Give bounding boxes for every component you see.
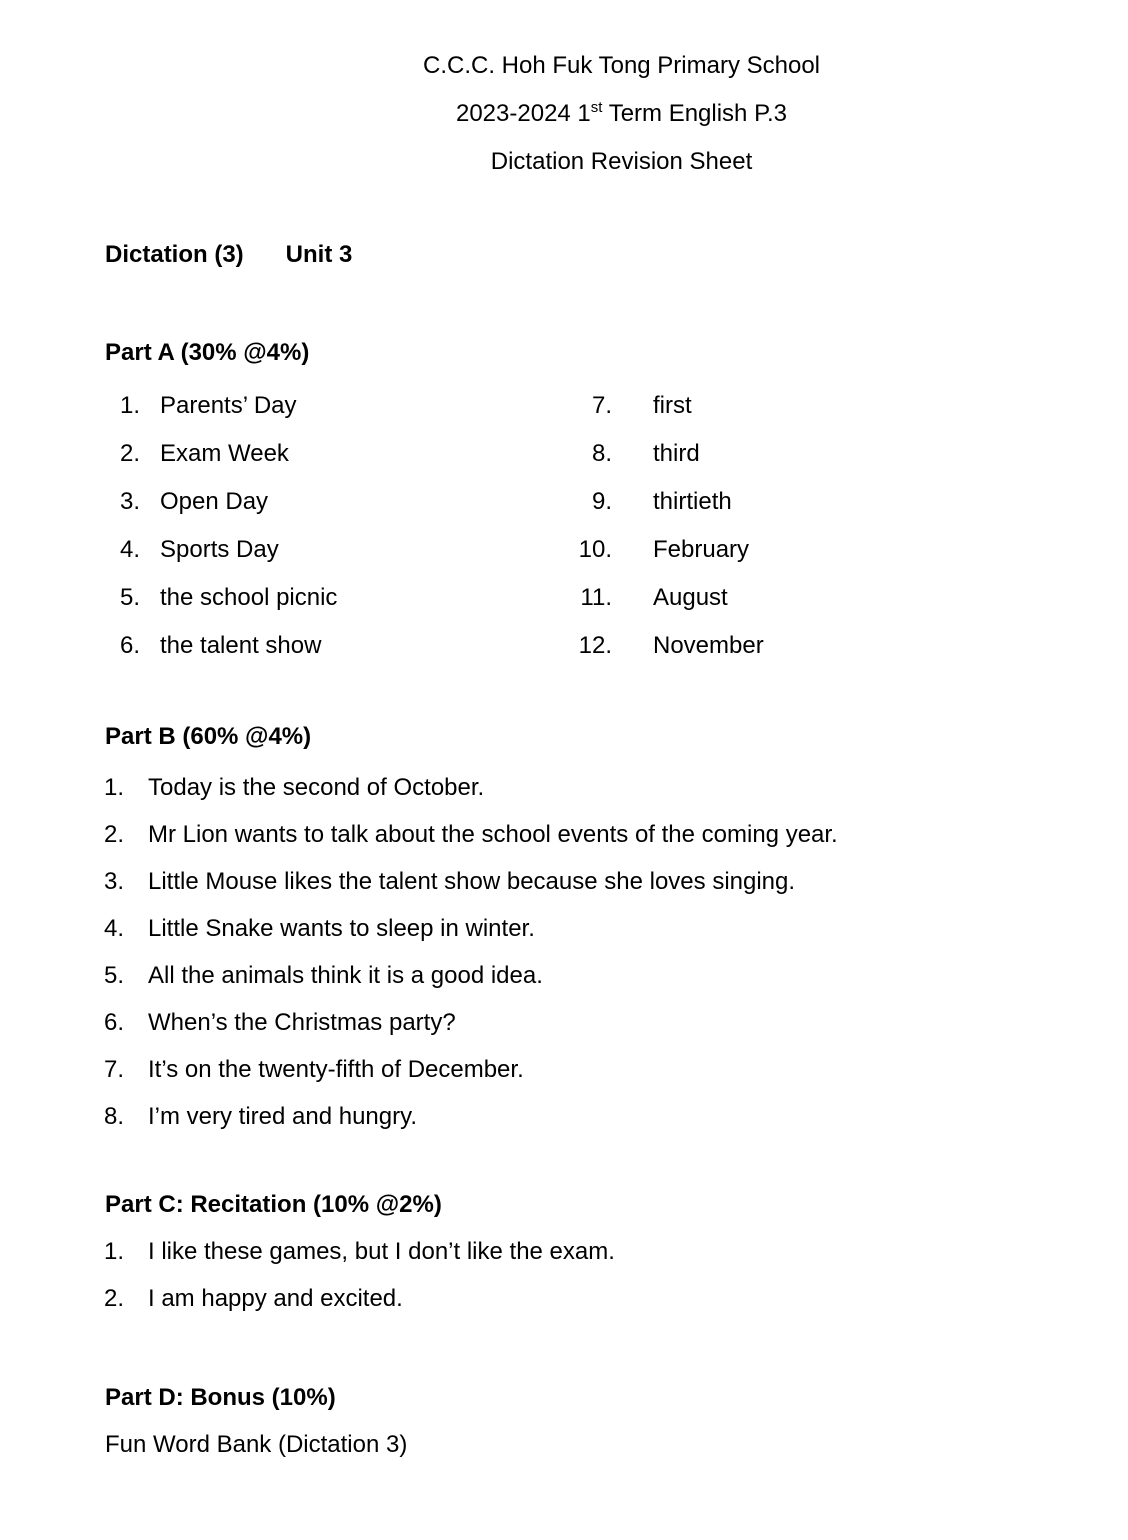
part-a-right-column xyxy=(555,382,764,670)
list-item-number: 3. xyxy=(119,488,140,515)
dictation-title-row xyxy=(105,240,1128,270)
part-a-row xyxy=(555,526,764,574)
list-item-number: 8. xyxy=(591,440,612,467)
part-a-row xyxy=(555,478,764,526)
unit-label: Unit 3 xyxy=(285,241,353,268)
part-a-title: Part A (30% @4%) xyxy=(105,339,310,366)
part-b-title: Part B (60% @4%) xyxy=(105,723,312,750)
document-header xyxy=(115,0,1128,186)
list-item-text: the school picnic xyxy=(160,584,338,611)
part-c-row xyxy=(104,1228,1128,1275)
part-b-row xyxy=(104,858,1128,905)
list-item-text: I am happy and excited. xyxy=(148,1285,403,1312)
list-item-number: 5. xyxy=(119,584,140,611)
list-item-number: 5. xyxy=(104,962,125,989)
term-line xyxy=(115,90,1128,138)
list-item-number: 4. xyxy=(104,915,125,942)
school-name: C.C.C. Hoh Fuk Tong Primary School xyxy=(422,52,821,79)
part-a-left-column xyxy=(105,382,555,670)
part-b-list xyxy=(104,764,1128,1140)
list-item-number: 10. xyxy=(578,536,612,563)
list-item-number: 7. xyxy=(591,392,612,419)
part-d-subtitle: Fun Word Bank (Dictation 3) xyxy=(105,1431,408,1458)
part-b-row xyxy=(104,764,1128,811)
list-item-number: 6. xyxy=(104,1009,125,1036)
list-item-text: first xyxy=(653,392,692,419)
list-item-text: When’s the Christmas party? xyxy=(148,1009,456,1036)
list-item-number: 1. xyxy=(104,774,125,801)
part-a-list xyxy=(105,382,1128,670)
list-item-text: thirtieth xyxy=(653,488,732,515)
list-item-text: Little Mouse likes the talent show because she loves singing. xyxy=(148,868,796,895)
part-a-row xyxy=(105,622,555,670)
list-item-text: Little Snake wants to sleep in winter. xyxy=(148,915,535,942)
term-line-ordinal: st xyxy=(590,99,603,116)
list-item-number: 3. xyxy=(104,868,125,895)
part-a-row xyxy=(105,574,555,622)
list-item-text: Parents’ Day xyxy=(160,392,297,419)
list-item-text: February xyxy=(653,536,750,563)
part-d-title: Part D: Bonus (10%) xyxy=(105,1384,336,1411)
list-item-text: third xyxy=(653,440,700,467)
sheet-title: Dictation Revision Sheet xyxy=(490,148,753,175)
part-a-row xyxy=(105,478,555,526)
part-b-row xyxy=(104,811,1128,858)
list-item-text: the talent show xyxy=(160,632,322,659)
list-item-number: 8. xyxy=(104,1103,125,1130)
list-item-number: 11. xyxy=(580,584,612,611)
list-item-text: August xyxy=(653,584,728,611)
list-item-text: It’s on the twenty-fifth of December. xyxy=(148,1056,524,1083)
list-item-text: Sports Day xyxy=(160,536,279,563)
part-b-row xyxy=(104,1093,1128,1140)
list-item-text: Mr Lion wants to talk about the school events of the coming year. xyxy=(148,821,838,848)
term-line-prefix: 2023-2024 1 xyxy=(455,100,591,127)
part-a-row xyxy=(555,622,764,670)
list-item-number: 6. xyxy=(119,632,140,659)
dictation-number-label: Dictation (3) xyxy=(105,241,244,268)
list-item-text: I like these games, but I don’t like the exam. xyxy=(148,1238,615,1265)
term-line-suffix: Term English P.3 xyxy=(602,100,787,127)
list-item-text: Exam Week xyxy=(160,440,289,467)
list-item-number: 4. xyxy=(119,536,140,563)
part-a-row xyxy=(555,574,764,622)
list-item-number: 9. xyxy=(591,488,612,515)
part-a-row xyxy=(105,526,555,574)
part-b-row xyxy=(104,952,1128,999)
list-item-text: November xyxy=(653,632,764,659)
list-item-number: 2. xyxy=(104,1285,125,1312)
part-b-row xyxy=(104,1046,1128,1093)
list-item-text: Open Day xyxy=(160,488,269,515)
list-item-number: 7. xyxy=(104,1056,125,1083)
list-item-number: 2. xyxy=(119,440,140,467)
list-item-text: I’m very tired and hungry. xyxy=(148,1103,418,1130)
part-a-row xyxy=(105,382,555,430)
part-c-title: Part C: Recitation (10% @2%) xyxy=(105,1191,442,1218)
part-a-row xyxy=(105,430,555,478)
list-item-number: 1. xyxy=(104,1238,125,1265)
list-item-number: 2. xyxy=(104,821,125,848)
part-c-list xyxy=(104,1228,1128,1322)
part-b-row xyxy=(104,999,1128,1046)
part-c-row xyxy=(104,1275,1128,1322)
list-item-number: 1. xyxy=(119,392,140,419)
list-item-number: 12. xyxy=(578,632,612,659)
part-a-row xyxy=(555,430,764,478)
list-item-text: Today is the second of October. xyxy=(148,774,485,801)
list-item-text: All the animals think it is a good idea. xyxy=(148,962,543,989)
part-b-row xyxy=(104,905,1128,952)
part-a-row xyxy=(555,382,764,430)
